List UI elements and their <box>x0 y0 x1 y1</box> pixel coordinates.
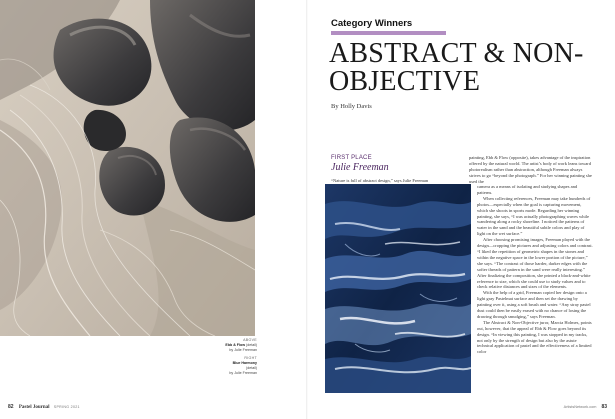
artwork-captions <box>177 338 257 376</box>
caption-right-title: Blue Harmony <box>232 361 257 366</box>
first-place-label: FIRST PLACE <box>331 155 372 161</box>
article-headline: ABSTRACT & NON-OBJECTIVE <box>329 38 584 97</box>
right-page-number: 83 <box>601 404 607 410</box>
left-page <box>0 0 307 419</box>
body-paragraph: With the help of a grid, Freeman copied her design onto a light gray Pastelmat surface and then set the drawing by painting over it, using a soft brush and water. “Any stray pastel dust could then be easily erased with no chance of losing the drawing through smudging,” says Freeman. <box>477 290 591 319</box>
caption-above-year: (detail) <box>246 342 257 347</box>
caption-right-artist: by Julie Freeman <box>229 370 257 375</box>
blue-harmony-artwork <box>325 184 471 393</box>
left-page-number: 82 <box>8 404 14 410</box>
right-page <box>307 0 615 419</box>
blue-harmony-painting <box>325 184 471 393</box>
caption-right-year: (detail) <box>246 365 257 370</box>
caption-above-title: Ebb & Flow <box>225 342 245 347</box>
caption-above-label: ABOVE <box>243 338 257 342</box>
ebb-and-flow-artwork <box>0 0 255 336</box>
body-paragraph: After choosing promising images, Freeman played with the design—cropping the pictures and adjusting colors and contrast. “I liked the repetition of geometric shapes in the stones and within the negative space in the lower portion of the picture,” she says. “The contrast of those harder, darker edges with the softer threads of pattern in the sand were really interesting.” After finalizing the composition, she printed a black-and-white reference to size, which she could use to study values and to check relative distances and sizes of the elements. <box>477 237 593 290</box>
winner-name: Julie Freeman <box>331 162 389 173</box>
website-label: ArtistsNetwork.com <box>563 405 597 409</box>
right-folio <box>564 404 607 410</box>
ebb-and-flow-painting <box>0 0 255 336</box>
magazine-name: Pastel Journal <box>18 405 50 410</box>
right-column-text <box>477 184 593 355</box>
kicker-accent-bar <box>331 31 446 35</box>
top-column-text: painting, Ebb & Flow (opposite), takes advantage of the inspiration offered by the natural world. The artist’s body of work leans toward photorealism rather than abstraction, although Freeman always strives to go “beyond the photograph.” For her winning painting she used the <box>469 155 592 184</box>
issue-label: SPRING 2021 <box>53 405 80 409</box>
caption-above-artist: by Julie Freeman <box>229 347 257 352</box>
section-kicker: Category Winners <box>331 18 413 29</box>
article-byline: By Holly Davis <box>331 103 372 110</box>
caption-right-label: RIGHT <box>244 356 257 361</box>
intro-paragraph: “Nature is full of abstract design,” says Julie Freeman <box>331 178 429 183</box>
body-paragraph: The Abstract & Non-Objective juror, Marcia Holmes, points out, however, that the appeal of Ebb & Flow goes beyond its design. “In viewing this painting, I was stopped in my tracks, not only by the strength of design but also by the astute technical application of pastel and the effectiveness of a limited color <box>477 319 592 355</box>
body-paragraph: When collecting references, Freeman may take hundreds of photos—especially when the goal is capturing movement, which she shoots in sports mode. Regarding her winning painting, she says, “I was actually photographing waves while wandering along a rocky shoreline. I noticed the patterns of water in the sand and the beautiful subtle colors and play of light on the wet surface.” <box>477 195 591 237</box>
body-paragraph: camera as a means of isolating and studying shapes and patterns. <box>477 184 578 195</box>
left-folio <box>8 404 80 410</box>
